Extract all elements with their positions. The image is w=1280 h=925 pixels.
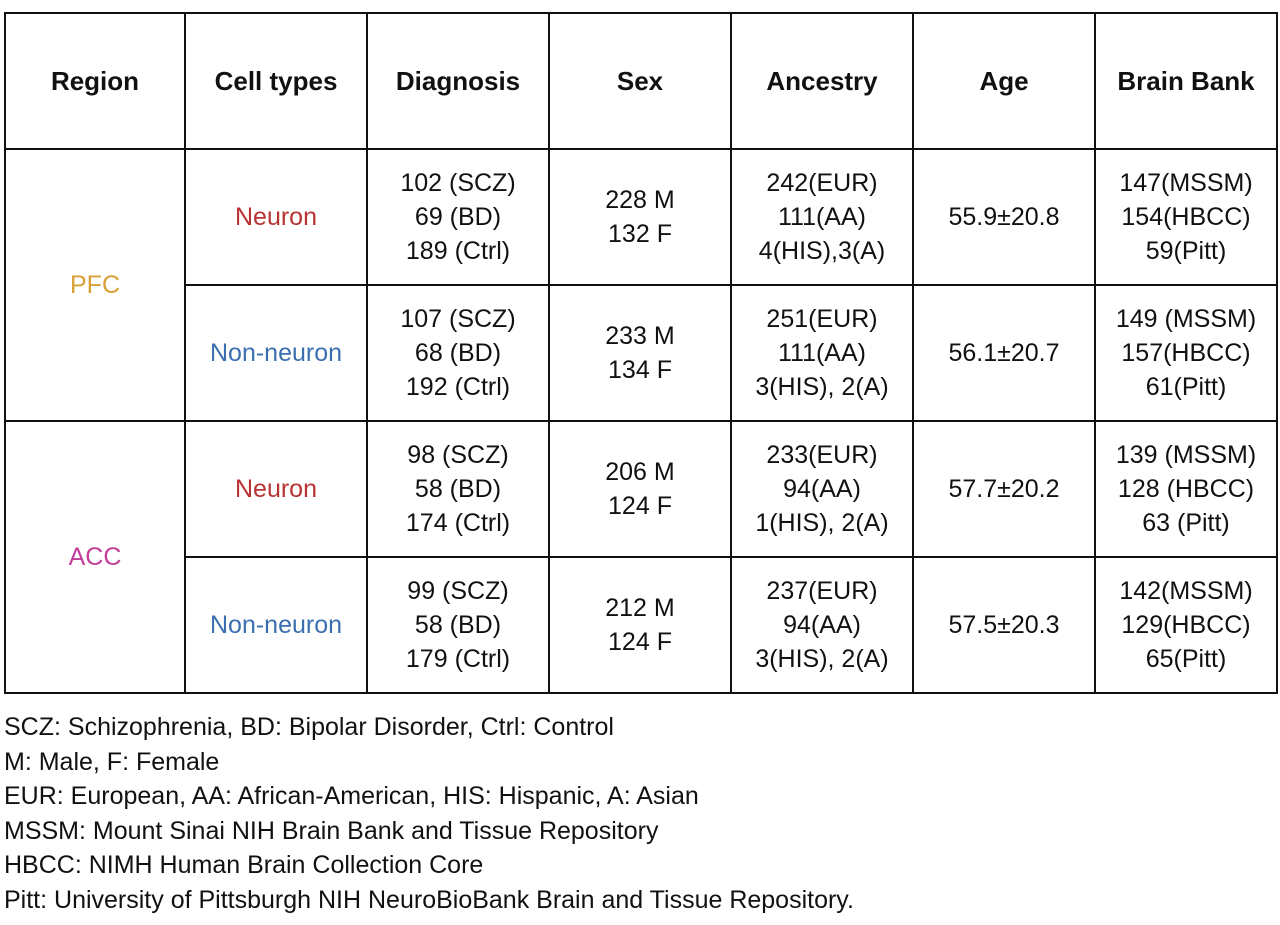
header-cell-types: Cell types bbox=[185, 13, 367, 149]
legend-item: MSSM: Mount Sinai NIH Brain Bank and Tissue Repository bbox=[4, 816, 659, 845]
sex-cell-line: 212 M bbox=[605, 594, 675, 622]
sex-cell-line: 132 F bbox=[608, 220, 672, 248]
header-ancestry: Ancestry bbox=[731, 13, 913, 149]
header-age: Age bbox=[913, 13, 1095, 149]
diagnosis-cell bbox=[367, 149, 549, 285]
cohort-demographics-table bbox=[4, 12, 1278, 694]
age-cell: 57.7±20.2 bbox=[913, 421, 1095, 557]
header-diagnosis: Diagnosis bbox=[367, 13, 549, 149]
cell-type-cell: Non-neuron bbox=[185, 557, 367, 693]
table-row bbox=[5, 285, 1277, 421]
cell-type-cell: Non-neuron bbox=[185, 285, 367, 421]
ancestry-cell-line: 4(HIS),3(A) bbox=[758, 237, 886, 265]
table-row bbox=[5, 149, 1277, 285]
brain-bank-cell-line: 157(HBCC) bbox=[1121, 339, 1251, 367]
diagnosis-cell bbox=[367, 421, 549, 557]
diagnosis-cell-line: 192 (Ctrl) bbox=[405, 373, 511, 401]
sex-cell-line: 228 M bbox=[605, 186, 675, 214]
ancestry-cell-line: 251(EUR) bbox=[766, 305, 878, 333]
diagnosis-cell-line: 179 (Ctrl) bbox=[405, 645, 511, 673]
ancestry-cell-line: 3(HIS), 2(A) bbox=[755, 645, 889, 673]
abbreviation-legend bbox=[4, 710, 854, 917]
cohort-table-container bbox=[4, 12, 1276, 694]
brain-bank-cell-line: 139 (MSSM) bbox=[1115, 441, 1257, 469]
header-brain-bank: Brain Bank bbox=[1095, 13, 1277, 149]
brain-bank-cell bbox=[1095, 421, 1277, 557]
age-cell: 57.5±20.3 bbox=[913, 557, 1095, 693]
brain-bank-cell-line: 149 (MSSM) bbox=[1115, 305, 1257, 333]
sex-cell-line: 124 F bbox=[608, 628, 672, 656]
ancestry-cell-line: 94(AA) bbox=[783, 611, 861, 639]
table-row bbox=[5, 421, 1277, 557]
diagnosis-cell-line: 98 (SCZ) bbox=[407, 441, 509, 469]
table-row bbox=[5, 557, 1277, 693]
brain-bank-cell bbox=[1095, 285, 1277, 421]
ancestry-cell-line: 3(HIS), 2(A) bbox=[755, 373, 889, 401]
brain-bank-cell bbox=[1095, 149, 1277, 285]
diagnosis-cell-line: 174 (Ctrl) bbox=[405, 509, 511, 537]
cell-type-cell: Neuron bbox=[185, 421, 367, 557]
diagnosis-cell bbox=[367, 557, 549, 693]
ancestry-cell bbox=[731, 421, 913, 557]
ancestry-cell bbox=[731, 285, 913, 421]
sex-cell-line: 124 F bbox=[608, 492, 672, 520]
ancestry-cell-line: 233(EUR) bbox=[766, 441, 878, 469]
brain-bank-cell-line: 128 (HBCC) bbox=[1117, 475, 1255, 503]
ancestry-cell-line: 237(EUR) bbox=[766, 577, 878, 605]
table-header-row bbox=[5, 13, 1277, 149]
brain-bank-cell-line: 142(MSSM) bbox=[1119, 577, 1253, 605]
sex-cell-line: 206 M bbox=[605, 458, 675, 486]
sex-cell-line: 233 M bbox=[605, 322, 675, 350]
ancestry-cell-line: 111(AA) bbox=[777, 203, 866, 231]
diagnosis-cell-line: 68 (BD) bbox=[414, 339, 502, 367]
ancestry-cell bbox=[731, 557, 913, 693]
legend-item: Pitt: University of Pittsburgh NIH NeuroBioBank Brain and Tissue Repository. bbox=[4, 885, 854, 914]
ancestry-cell-line: 111(AA) bbox=[777, 339, 866, 367]
diagnosis-cell-line: 102 (SCZ) bbox=[400, 169, 516, 197]
diagnosis-cell-line: 58 (BD) bbox=[414, 475, 502, 503]
region-cell: PFC bbox=[5, 149, 185, 421]
brain-bank-cell-line: 154(HBCC) bbox=[1121, 203, 1251, 231]
diagnosis-cell-line: 189 (Ctrl) bbox=[405, 237, 511, 265]
cell-type-cell: Neuron bbox=[185, 149, 367, 285]
header-region: Region bbox=[5, 13, 185, 149]
legend-item: HBCC: NIMH Human Brain Collection Core bbox=[4, 851, 484, 879]
sex-cell bbox=[549, 285, 731, 421]
legend-item: EUR: European, AA: African-American, HIS: Hispanic, A: Asian bbox=[4, 782, 699, 810]
brain-bank-cell-line: 63 (Pitt) bbox=[1142, 509, 1230, 537]
brain-bank-cell-line: 65(Pitt) bbox=[1145, 645, 1227, 673]
diagnosis-cell bbox=[367, 285, 549, 421]
sex-cell bbox=[549, 149, 731, 285]
brain-bank-cell-line: 59(Pitt) bbox=[1145, 237, 1227, 265]
legend-item: SCZ: Schizophrenia, BD: Bipolar Disorder, Ctrl: Control bbox=[4, 713, 614, 741]
diagnosis-cell-line: 58 (BD) bbox=[414, 611, 502, 639]
diagnosis-cell-line: 107 (SCZ) bbox=[400, 305, 516, 333]
diagnosis-cell-line: 99 (SCZ) bbox=[407, 577, 509, 605]
ancestry-cell-line: 242(EUR) bbox=[766, 169, 878, 197]
age-cell: 55.9±20.8 bbox=[913, 149, 1095, 285]
table-body bbox=[5, 149, 1277, 693]
diagnosis-cell-line: 69 (BD) bbox=[414, 203, 502, 231]
brain-bank-cell bbox=[1095, 557, 1277, 693]
brain-bank-cell-line: 129(HBCC) bbox=[1121, 611, 1251, 639]
legend-item: M: Male, F: Female bbox=[4, 747, 220, 776]
brain-bank-cell-line: 61(Pitt) bbox=[1145, 373, 1227, 401]
ancestry-cell-line: 94(AA) bbox=[783, 475, 861, 503]
ancestry-cell-line: 1(HIS), 2(A) bbox=[755, 509, 889, 537]
sex-cell bbox=[549, 421, 731, 557]
region-cell: ACC bbox=[5, 421, 185, 693]
sex-cell-line: 134 F bbox=[608, 356, 672, 384]
age-cell: 56.1±20.7 bbox=[913, 285, 1095, 421]
sex-cell bbox=[549, 557, 731, 693]
ancestry-cell bbox=[731, 149, 913, 285]
header-sex: Sex bbox=[549, 13, 731, 149]
brain-bank-cell-line: 147(MSSM) bbox=[1119, 169, 1253, 197]
